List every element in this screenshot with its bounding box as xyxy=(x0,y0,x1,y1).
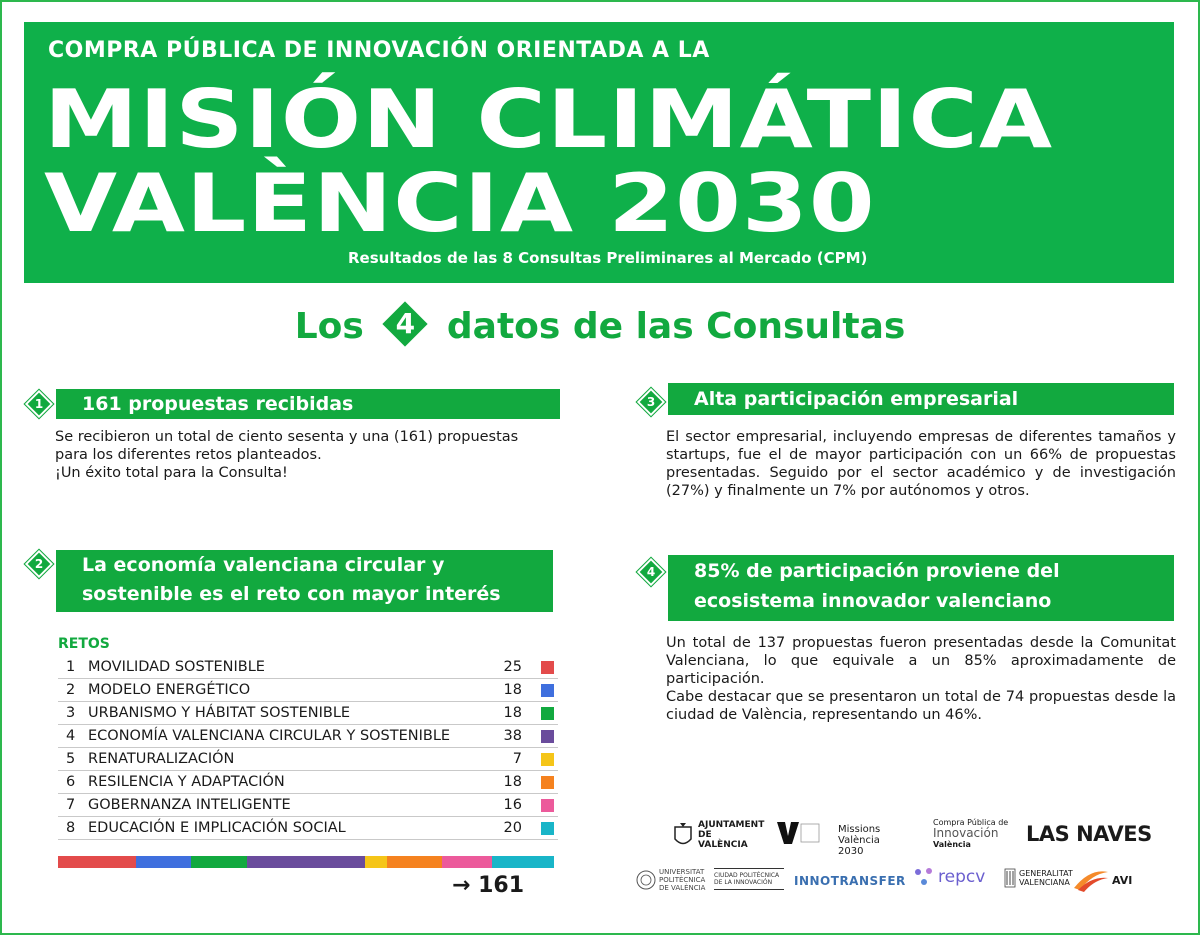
reto-number: 3 xyxy=(66,705,76,721)
retos-row xyxy=(58,817,558,840)
crest-icon xyxy=(672,821,694,849)
section-3-title: Alta participación empresarial xyxy=(694,388,1019,410)
main-title-after: datos de las Consultas xyxy=(446,306,906,347)
reto-number: 4 xyxy=(66,728,76,744)
reto-number: 5 xyxy=(66,751,76,767)
main-title-diamond xyxy=(382,301,428,347)
section-4-title-line2: ecosistema innovador valenciano xyxy=(694,590,1052,612)
section-3-header xyxy=(668,383,1174,415)
bar-segment xyxy=(247,856,365,868)
arrow-right-icon: → xyxy=(452,873,471,898)
section-4-header xyxy=(668,555,1174,621)
reto-number: 8 xyxy=(66,820,76,836)
avi-swoosh-icon xyxy=(1074,868,1110,892)
reto-name: GOBERNANZA INTELIGENTE xyxy=(88,797,291,813)
logo-repcv: repcv xyxy=(913,866,985,888)
reto-color-swatch xyxy=(541,684,554,697)
seal-icon xyxy=(636,870,656,890)
reto-value: 7 xyxy=(512,751,522,767)
section-2-title-line2: sostenible es el reto con mayor interés xyxy=(82,583,501,605)
reto-color-swatch xyxy=(541,730,554,743)
logo-ajuntament: AJUNTAMENT DE VALÈNCIA xyxy=(672,820,760,850)
section-2-header xyxy=(56,550,553,612)
section-4-text xyxy=(666,634,1176,724)
reto-name: MOVILIDAD SOSTENIBLE xyxy=(88,659,265,675)
bar-segment xyxy=(387,856,443,868)
reto-color-swatch xyxy=(541,799,554,812)
section-4-paragraph-1: Un total de 137 propuestas fueron presentadas desde la Comunitat Valenciana, lo que equivale a un 85% aproximadamente de participación. xyxy=(666,635,1176,687)
retos-row xyxy=(58,748,558,771)
reto-number: 1 xyxy=(66,659,76,675)
reto-color-swatch xyxy=(541,661,554,674)
logo-missions: Missions València 2030 xyxy=(838,824,881,857)
bar-segment xyxy=(136,856,192,868)
reto-color-swatch xyxy=(541,753,554,766)
bar-segment xyxy=(492,856,554,868)
section-2-number: 2 xyxy=(34,557,44,571)
logo-las-naves: LAS NAVES xyxy=(1026,822,1152,846)
section-1-line: Se recibieron un total de ciento sesenta y una (161) propuestas xyxy=(55,429,519,445)
bar-segment xyxy=(58,856,136,868)
reto-name: RENATURALIZACIÓN xyxy=(88,751,235,767)
section-4-title-line1: 85% de participación proviene del xyxy=(694,560,1060,582)
reto-color-swatch xyxy=(541,776,554,789)
bar-segment xyxy=(365,856,387,868)
retos-total xyxy=(452,873,524,898)
section-1-header xyxy=(56,389,560,419)
section-3-text: El sector empresarial, incluyendo empresas de diferentes tamaños y startups, fue el de mayor participación con un 66% de propuestas presentadas. Seguido por el sector académico y de investigación (27%) y finalmente un 7% por autónomos y otros. xyxy=(666,429,1176,499)
retos-row xyxy=(58,679,558,702)
logo-ciudad-politecnica: CIUDAD POLITÉCNICA DE LA INNOVACIÓN xyxy=(714,868,784,890)
section-4-number: 4 xyxy=(646,565,656,579)
bar-segment xyxy=(442,856,492,868)
reto-value: 16 xyxy=(503,797,522,813)
retos-row xyxy=(58,656,558,679)
retos-total-value: 161 xyxy=(478,873,525,898)
reto-name: RESILENCIA Y ADAPTACIÓN xyxy=(88,774,285,790)
reto-name: ECONOMÍA VALENCIANA CIRCULAR Y SOSTENIBLE xyxy=(88,728,451,744)
section-1-badge xyxy=(25,390,53,418)
reto-color-swatch xyxy=(541,707,554,720)
section-1-title: 161 propuestas recibidas xyxy=(82,393,354,415)
reto-value: 38 xyxy=(503,728,522,744)
header-title-line2: VALÈNCIA 2030 xyxy=(44,157,876,250)
reto-value: 25 xyxy=(503,659,522,675)
header-banner xyxy=(24,22,1174,283)
network-icon xyxy=(913,866,935,888)
reto-color-swatch xyxy=(541,822,554,835)
logo-innotransfer: INNOTRANSFER xyxy=(794,874,906,888)
logo-avi: AVI xyxy=(1074,868,1132,892)
reto-number: 6 xyxy=(66,774,76,790)
section-1-number: 1 xyxy=(34,397,44,411)
section-3-badge xyxy=(637,388,665,416)
section-1-line: para los diferentes retos planteados. xyxy=(55,447,322,463)
section-3-number: 3 xyxy=(646,395,656,409)
logo-compra: Compra Pública de Innovación València xyxy=(933,818,1009,849)
header-title-line1: MISIÓN CLIMÁTICA xyxy=(44,73,1054,166)
logo-generalitat: GENERALITAT VALENCIANA xyxy=(1004,868,1069,888)
bar-segment xyxy=(191,856,247,868)
reto-number: 7 xyxy=(66,797,76,813)
section-2-title-line1: La economía valenciana circular y xyxy=(82,554,445,576)
header-caption: Resultados de las 8 Consultas Preliminares al Mercado (CPM) xyxy=(348,249,868,267)
retos-table xyxy=(58,656,558,840)
header-subtitle: COMPRA PÚBLICA DE INNOVACIÓN ORIENTADA A LA xyxy=(48,38,710,63)
reto-value: 20 xyxy=(503,820,522,836)
reto-name: EDUCACIÓN E IMPLICACIÓN SOCIAL xyxy=(88,820,346,836)
logo-v xyxy=(775,820,821,846)
main-title-before: Los xyxy=(294,306,364,347)
retos-stacked-bar xyxy=(58,856,554,868)
retos-row xyxy=(58,702,558,725)
section-4-paragraph-2: Cabe destacar que se presentaron un total de 74 propuestas desde la ciudad de València, representando un 46%. xyxy=(666,689,1176,723)
logo-upv: UNIVERSITAT POLITÈCNICA DE VALÈNCIA xyxy=(636,868,709,892)
reto-name: MODELO ENERGÉTICO xyxy=(88,682,251,698)
section-1-text xyxy=(55,428,570,482)
retos-row xyxy=(58,725,558,748)
section-1-line: ¡Un éxito total para la Consulta! xyxy=(55,465,288,481)
reto-value: 18 xyxy=(503,682,522,698)
main-title xyxy=(0,305,1200,351)
reto-value: 18 xyxy=(503,774,522,790)
flag-icon xyxy=(1004,868,1016,888)
section-4-badge xyxy=(637,558,665,586)
retos-row xyxy=(58,794,558,817)
reto-name: URBANISMO Y HÁBITAT SOSTENIBLE xyxy=(88,705,351,721)
reto-number: 2 xyxy=(66,682,76,698)
reto-value: 18 xyxy=(503,705,522,721)
section-2-badge xyxy=(25,550,53,578)
retos-label: RETOS xyxy=(58,636,110,652)
v-mark-icon xyxy=(775,820,821,846)
main-title-number: 4 xyxy=(395,307,416,340)
retos-row xyxy=(58,771,558,794)
